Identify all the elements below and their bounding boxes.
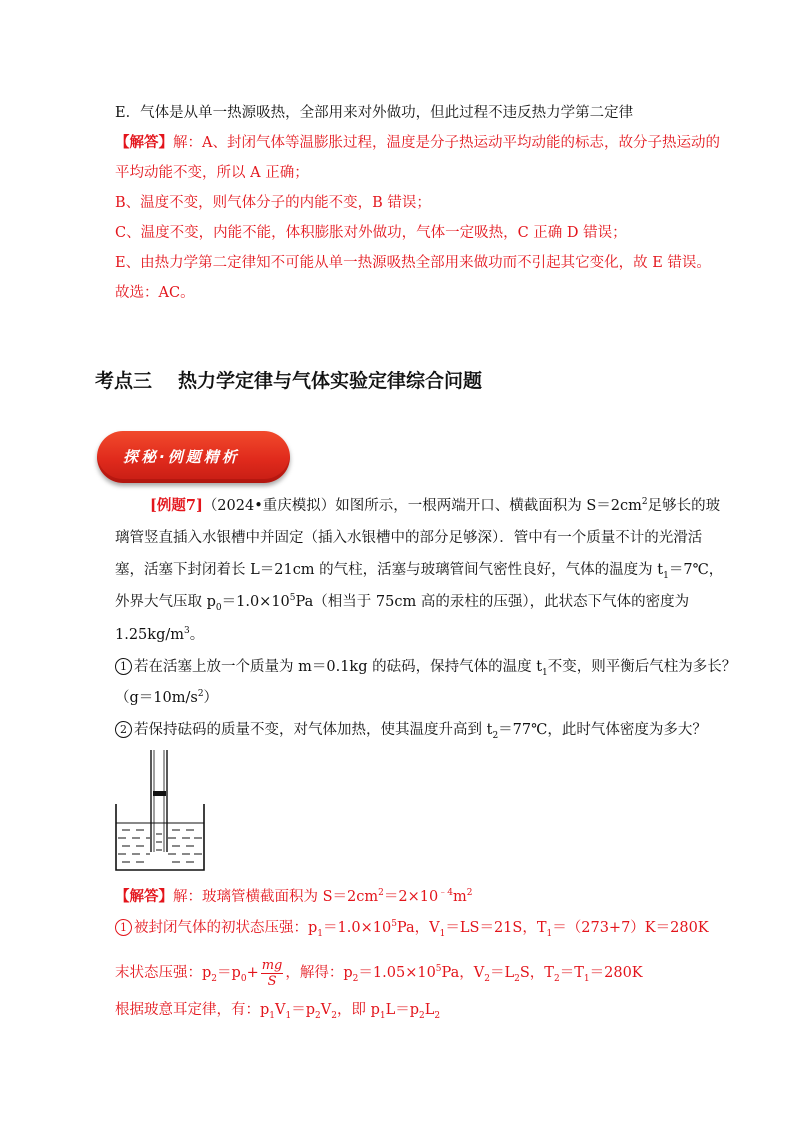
problem-line-1: [例题7]（2024•重庆模拟）如图所示，一根两端开口、横截面积为 $S=2cm^2$足够长的玻 xyxy=(150,497,721,514)
problem-line-3: 塞，活塞下封闭着长 L＝21cm 的气柱，活塞与玻璃管间气密性良好，气体的温度为 $t_1=7℃$， xyxy=(115,562,724,581)
tube-diagram xyxy=(112,750,212,875)
answer-line-4: C、温度不变，内能不能，体积膨胀对外做功，气体一定吸热，C 正确 D 错误； xyxy=(115,225,627,241)
problem-text: （2024•重庆模拟）如图所示，一根两端开口、横截面积为 S＝2cm xyxy=(202,498,642,514)
example-tag: [例题7] xyxy=(150,497,203,514)
question-1: 1 若在活塞上放一个质量为 m＝0.1kg 的砝码，保持气体的温度 $t_1$不变，则平衡后气柱为多长？ xyxy=(115,657,736,677)
problem-line-2: 璃管竖直插入水银槽中并固定（插入水银槽中的部分足够深）．管中有一个质量不计的光滑活 xyxy=(115,530,703,546)
answer-line-5: E、由热力学第二定律知不可能从单一热源吸热全部用来做功而不引起其它变化，故 E 错误。 xyxy=(115,255,711,271)
option-e-line: E．气体是从单一热源吸热，全部用来对外做功，但此过程不违反热力学第二定律 xyxy=(115,105,634,121)
answer-final-state: 末状态压强：$p_2=p_0+$ $\frac{mg}{S}$ ，解得：$p_2=1.05\times 10^5Pa$，$V_2=L_2S$，$T_2=T_1=280K$ xyxy=(115,957,643,989)
circle-number-2: 2 xyxy=(115,721,132,738)
question-2: 2 若保持砝码的质量不变，对气体加热，使其温度升高到 $t_2=77℃$，此时气体密度为多大？ xyxy=(115,720,707,740)
answer-initial-state: 1 被封闭气体的初状态压强：$p_1=1.0\times 10^5Pa$，$V_1=LS=21S$，$T_1=(273+7)K=280K$ xyxy=(115,918,709,938)
piston xyxy=(153,791,166,796)
mercury-dashes xyxy=(118,830,202,862)
circle-number-1-answer: 1 xyxy=(115,919,132,936)
answer-header-line: 【解答】解：玻璃管横截面积为 $S=2cm^2=2\times 10^{﹣4}m^2$ xyxy=(115,888,473,905)
example-banner xyxy=(97,431,290,483)
answer-tag: 【解答】 xyxy=(115,134,173,151)
circle-number-1: 1 xyxy=(115,658,132,675)
answer-line-1 xyxy=(115,133,720,153)
answer-tag-2: 【解答】 xyxy=(115,888,173,905)
section-label: 考点三 xyxy=(95,370,153,392)
answer-text: 解：A、封闭气体等温膨胀过程，温度是分子热运动平均动能的标志，故分子热运动的 xyxy=(173,135,720,151)
banner-text: 探秘·例题精析 xyxy=(123,448,240,466)
problem-line-4: 外界大气压取 $p_0=1.0\times 10^5Pa$（相当于 75cm 高的汞柱的压强），此状态下气体的密度为 xyxy=(115,593,690,613)
problem-line-5: $1.25kg/m^3$。 xyxy=(115,626,205,643)
answer-line-3: B、温度不变，则气体分子的内能不变，B 错误； xyxy=(115,195,431,211)
answer-boyle-law: 根据玻意耳定律，有：$p_1V_1=p_2V_2$，即 $p_1L=p_2L_2$ xyxy=(115,1002,441,1021)
fraction-mg-over-s: $\frac{mg}{S}$ xyxy=(261,957,283,989)
answer-line-6: 故选：AC。 xyxy=(115,285,195,301)
mercury-trough xyxy=(116,804,204,870)
answer-line-2: 平均动能不变，所以 A 正确； xyxy=(115,165,309,181)
question-1-g: $(g=10m/s^2)$ xyxy=(115,689,219,706)
section-heading xyxy=(95,366,482,393)
section-title: 热力学定律与气体实验定律综合问题 xyxy=(178,370,483,392)
